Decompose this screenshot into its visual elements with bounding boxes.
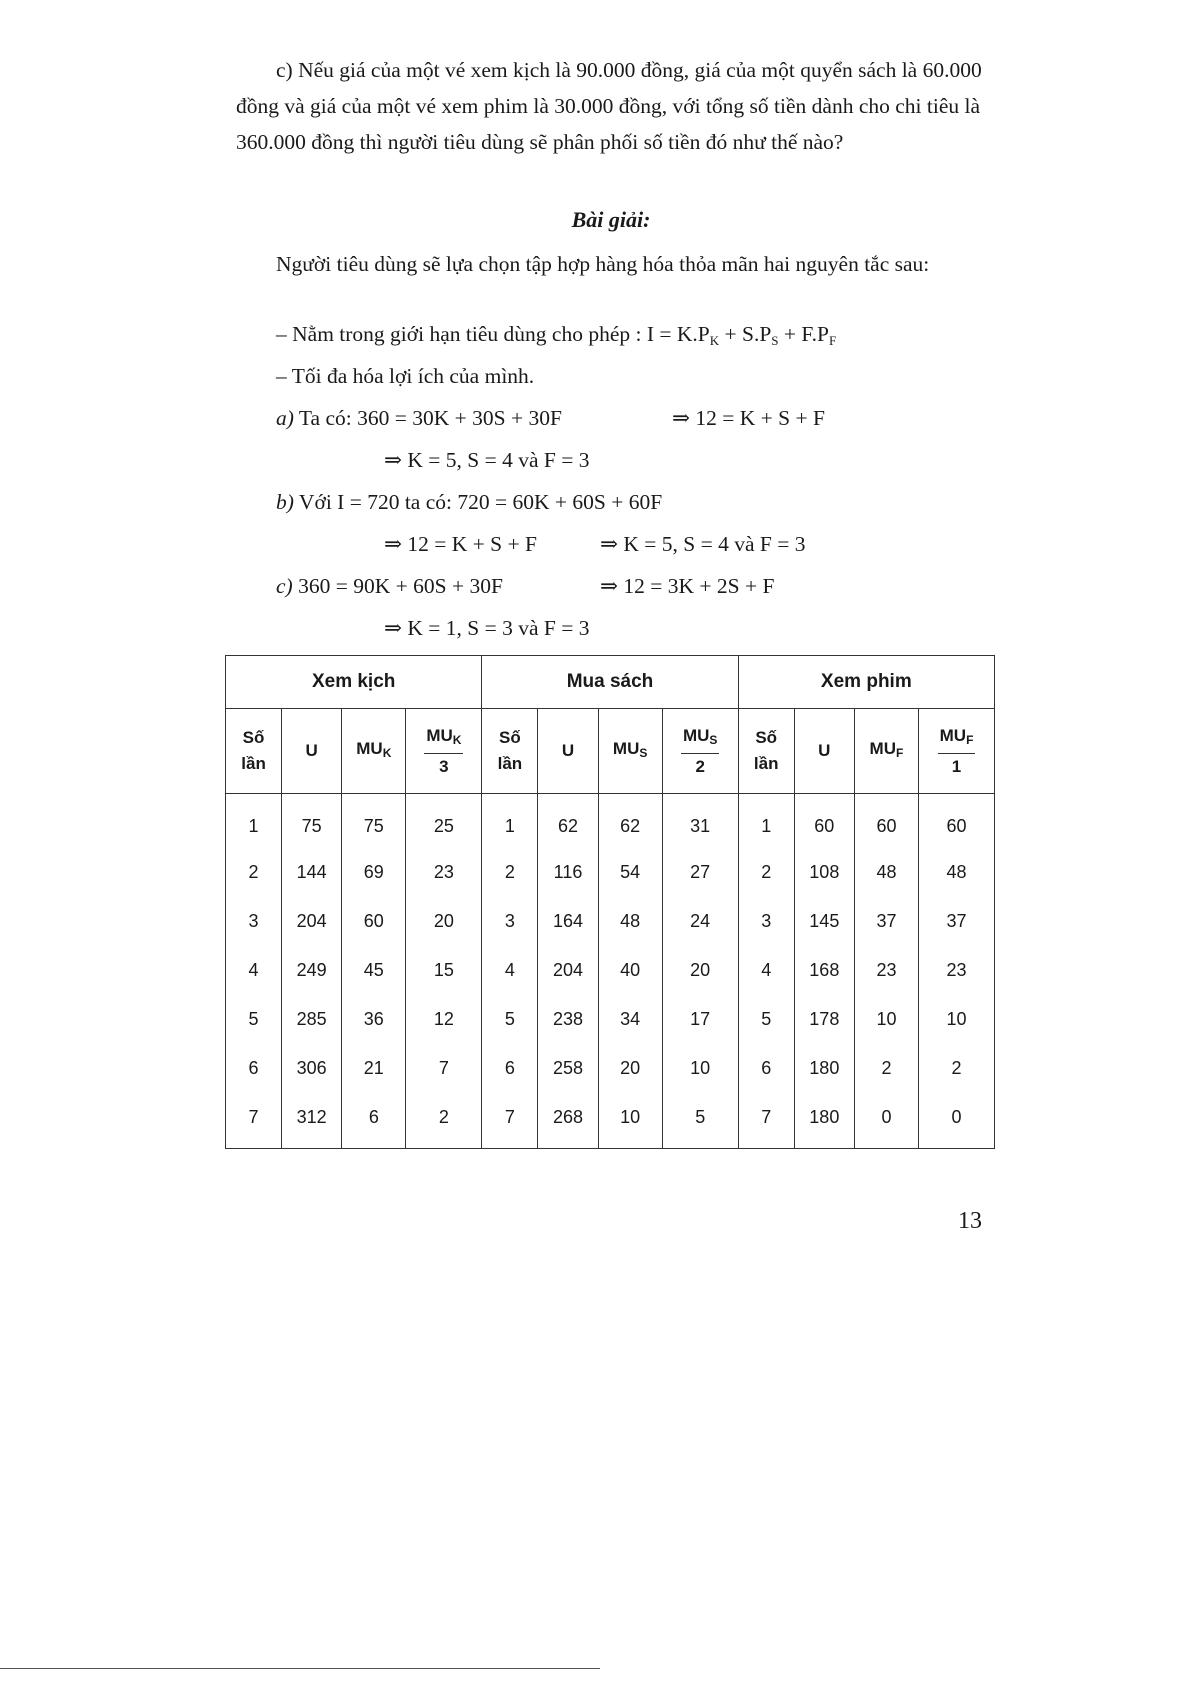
table-cell: 10 — [662, 1044, 738, 1093]
question-c: c) Nếu giá của một vé xem kịch là 90.000 đồng, giá của một quyển sách là 60.000 đồng và giá của một vé xem phim là 30.000 đồng, với tổng số tiền dành cho chi tiêu là 360.000 đồng thì người tiêu dùng sẽ phân phối số tiền đó như thế nào? — [236, 58, 982, 154]
table-cell: 37 — [854, 897, 918, 946]
table-cell: 6 — [738, 1044, 794, 1093]
table-row — [226, 848, 995, 897]
table-cell: 0 — [854, 1093, 918, 1149]
table-cell: 75 — [342, 794, 406, 849]
table-cell: 5 — [738, 995, 794, 1044]
table-cell: 3 — [226, 897, 282, 946]
table-cell: 7 — [406, 1044, 482, 1093]
table-cell: 45 — [342, 946, 406, 995]
utility-table — [225, 655, 995, 1149]
table-cell: 60 — [919, 794, 995, 849]
table-cell: 34 — [598, 995, 662, 1044]
part-a-result-2: ⇒ K = 5, S = 4 và F = 3 — [384, 448, 590, 472]
table-cell: 15 — [406, 946, 482, 995]
group-header-xem-kich: Xem kịch — [226, 656, 482, 709]
table-cell: 25 — [406, 794, 482, 849]
col-header-mu-s-ratio: $\frac{MU_S}{2}$ — [662, 709, 738, 794]
table-cell: 7 — [738, 1093, 794, 1149]
table-cell: 12 — [406, 995, 482, 1044]
col-header-u: U — [538, 709, 598, 794]
table-cell: 306 — [282, 1044, 342, 1093]
table-cell: 116 — [538, 848, 598, 897]
table-cell: 6 — [226, 1044, 282, 1093]
col-header-so-lan: Số lần — [738, 709, 794, 794]
table-cell: 36 — [342, 995, 406, 1044]
table-cell: 2 — [738, 848, 794, 897]
col-header-mu-f-ratio: $\frac{MU_F}{1}$ — [919, 709, 995, 794]
table-cell: 3 — [738, 897, 794, 946]
table-cell: 164 — [538, 897, 598, 946]
table-cell: 5 — [662, 1093, 738, 1149]
table-cell: 75 — [282, 794, 342, 849]
solution-title: Bài giải: — [571, 207, 651, 232]
table-cell: 48 — [919, 848, 995, 897]
table-cell: 4 — [226, 946, 282, 995]
table-cell: 23 — [854, 946, 918, 995]
part-a-result-1: ⇒ 12 = K + S + F — [672, 406, 825, 430]
col-header-mu-k-ratio: $\frac{MU_K}{3}$ — [406, 709, 482, 794]
table-cell: 24 — [662, 897, 738, 946]
table-row — [226, 946, 995, 995]
table-cell: 7 — [482, 1093, 538, 1149]
table-cell: 37 — [919, 897, 995, 946]
table-cell: 144 — [282, 848, 342, 897]
table-cell: 2 — [919, 1044, 995, 1093]
part-b-result-1: ⇒ 12 = K + S + F — [384, 532, 537, 556]
part-c-result-1: ⇒ 12 = 3K + 2S + F — [600, 574, 775, 598]
col-header-so-lan: Số lần — [226, 709, 282, 794]
table-cell: 2 — [226, 848, 282, 897]
table-cell: 108 — [794, 848, 854, 897]
table-cell: 10 — [854, 995, 918, 1044]
table-cell: 40 — [598, 946, 662, 995]
table-cell: 23 — [406, 848, 482, 897]
table-cell: 2 — [406, 1093, 482, 1149]
col-header-u: U — [282, 709, 342, 794]
table-row — [226, 995, 995, 1044]
table-cell: 2 — [482, 848, 538, 897]
table-cell: 0 — [919, 1093, 995, 1149]
table-cell: 60 — [854, 794, 918, 849]
group-header-mua-sach: Mua sách — [482, 656, 738, 709]
table-cell: 238 — [538, 995, 598, 1044]
part-a-equation: a) Ta có: 360 = 30K + 30S + 30F — [276, 406, 562, 430]
table-cell: 27 — [662, 848, 738, 897]
table-cell: 21 — [342, 1044, 406, 1093]
table-cell: 258 — [538, 1044, 598, 1093]
table-cell: 62 — [538, 794, 598, 849]
table-cell: 48 — [598, 897, 662, 946]
table-row — [226, 897, 995, 946]
col-header-mu-f: $MU_F$ — [854, 709, 918, 794]
col-header-so-lan: Số lần — [482, 709, 538, 794]
table-cell: 6 — [342, 1093, 406, 1149]
table-cell: 10 — [919, 995, 995, 1044]
table-cell: 180 — [794, 1044, 854, 1093]
table-cell: 204 — [282, 897, 342, 946]
table-cell: 1 — [738, 794, 794, 849]
part-c-equation: c) 360 = 90K + 60S + 30F — [276, 574, 503, 598]
table-row — [226, 1044, 995, 1093]
table-cell: 10 — [598, 1093, 662, 1149]
table-cell: 268 — [538, 1093, 598, 1149]
table-cell: 20 — [662, 946, 738, 995]
table-cell: 312 — [282, 1093, 342, 1149]
table-cell: 3 — [482, 897, 538, 946]
table-cell: 69 — [342, 848, 406, 897]
table-cell: 20 — [406, 897, 482, 946]
part-b-result-2: ⇒ K = 5, S = 4 và F = 3 — [600, 532, 806, 556]
page-number: 13 — [958, 1208, 982, 1234]
table-cell: 60 — [794, 794, 854, 849]
part-c-result-2: ⇒ K = 1, S = 3 và F = 3 — [384, 616, 590, 640]
table-cell: 17 — [662, 995, 738, 1044]
table-cell: 180 — [794, 1093, 854, 1149]
part-b-equation: b) Với I = 720 ta có: 720 = 60K + 60S + 60F — [276, 490, 663, 514]
table-cell: 7 — [226, 1093, 282, 1149]
table-cell: 249 — [282, 946, 342, 995]
table-cell: 204 — [538, 946, 598, 995]
table-cell: 62 — [598, 794, 662, 849]
table-cell: 2 — [854, 1044, 918, 1093]
table-cell: 5 — [482, 995, 538, 1044]
table-cell: 54 — [598, 848, 662, 897]
table-cell: 178 — [794, 995, 854, 1044]
table-row — [226, 794, 995, 849]
table-cell: 31 — [662, 794, 738, 849]
table-cell: 168 — [794, 946, 854, 995]
table-cell: 20 — [598, 1044, 662, 1093]
col-header-mu-s: $MU_S$ — [598, 709, 662, 794]
bottom-rule — [0, 1668, 600, 1669]
table-cell: 285 — [282, 995, 342, 1044]
table-cell: 145 — [794, 897, 854, 946]
group-header-xem-phim: Xem phim — [738, 656, 994, 709]
table-cell: 1 — [226, 794, 282, 849]
table-cell: 48 — [854, 848, 918, 897]
table-cell: 60 — [342, 897, 406, 946]
rule-1: – Nằm trong giới hạn tiêu dùng cho phép : $I = K.P_K + S.P_S + F.P_F$ — [276, 322, 837, 348]
table-cell: 4 — [738, 946, 794, 995]
table-cell: 6 — [482, 1044, 538, 1093]
col-header-u: U — [794, 709, 854, 794]
principle-text: Người tiêu dùng sẽ lựa chọn tập hợp hàng hóa thỏa mãn hai nguyên tắc sau: — [276, 252, 930, 276]
rule-2: – Tối đa hóa lợi ích của mình. — [276, 364, 535, 388]
table-row — [226, 1093, 995, 1149]
col-header-mu-k: $MU_K$ — [342, 709, 406, 794]
table-cell: 23 — [919, 946, 995, 995]
table-cell: 5 — [226, 995, 282, 1044]
table-cell: 4 — [482, 946, 538, 995]
table-cell: 1 — [482, 794, 538, 849]
